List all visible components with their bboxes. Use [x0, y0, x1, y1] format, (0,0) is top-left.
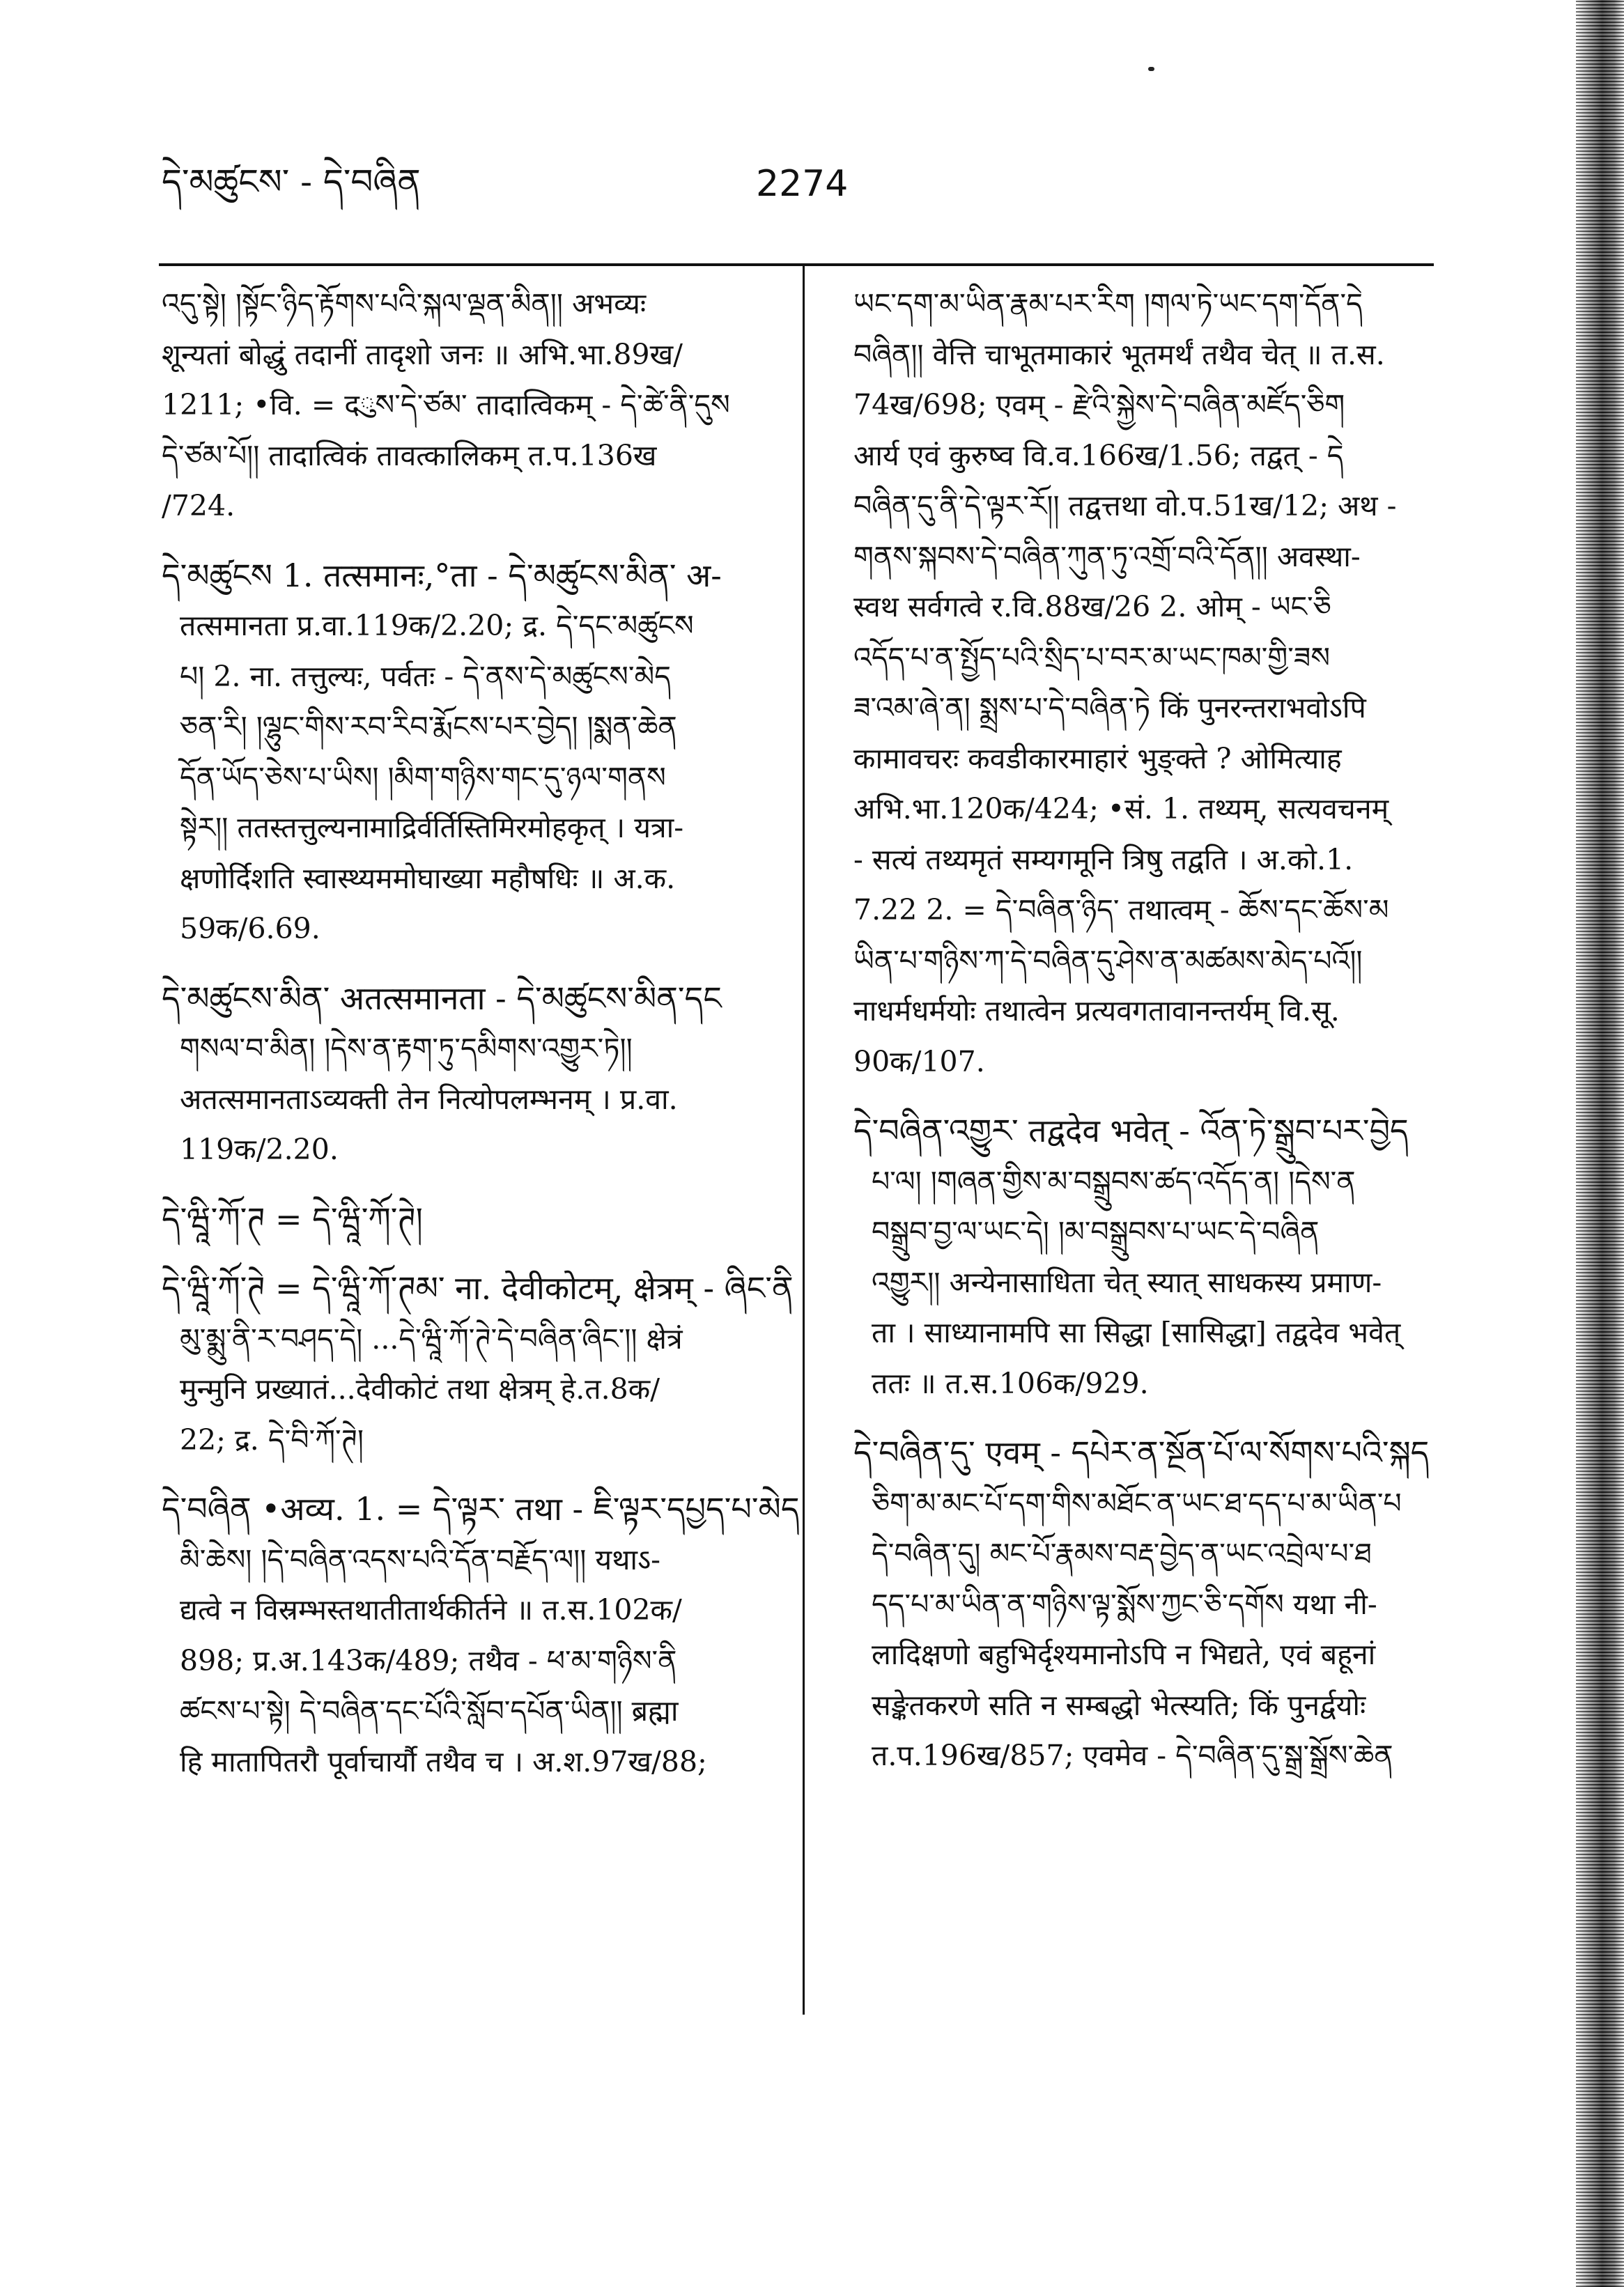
entry-line: པ་ལ། །གཞན་གྱིས་མ་བསྒྲུབས་ཚད་འདོད་ན། །དེས་ན — [872, 1164, 1356, 1198]
entry-line: པ། 2. ना. तत्तुल्यः, पर्वतः - དེ་ནས་དེ་མཚུངས་མེད — [180, 659, 671, 693]
entry-line: तत्समानता प्र.वा.119क/2.20; द्र. དེ་དང་མཚུངས — [180, 609, 694, 642]
entry-line: 119क/2.20. — [180, 1133, 339, 1166]
entry-line: आर्य एवं कुरुष्व वि.व.166ख/1.56; तद्वत् - དེ — [853, 438, 1344, 472]
book-spine-edge — [1576, 0, 1624, 2287]
entry-line: हि मातापितरौ पूर्वाचार्यौ तथैव च । अ.श.97ख/88; — [180, 1744, 707, 1778]
entry-line: མུ་མྨུ་ནི་ར་བཤད་དེ། ...དེ་ཝཱི་ཀོ་ཊེ་དེ་བཞིན་ཞིང་།། क्षेत्रं — [180, 1321, 683, 1356]
dictionary-entry — [853, 1427, 1439, 1781]
entry-line: བཞིན་དུ་ནི་དེ་ལྟར་རོ།། तद्वत्तथा वो.प.51ख/12; अथ - — [853, 489, 1397, 522]
entry-line: དེ་ཙམ་པོ།། तादात्विकं तावत्कालिकम् त.प.136ख — [162, 438, 657, 472]
entry-line: མི་ཆེས། །དེ་བཞིན་འདས་པའི་དོན་བརྗོད་ལ།། यथाऽ- — [180, 1542, 661, 1576]
entry-line: 1211; •वि. = दུས་དེ་ཙམ་ तादात्विकम् - དེ་ཚེ་ནི་དུས — [162, 388, 730, 421]
running-head: དེ་མཚུངས་ - དེ་བཞིན — [162, 162, 421, 202]
entry-line: 22; द्र. དེ་བི་ཀོ་ཊེ། — [180, 1422, 364, 1457]
dictionary-entry — [162, 1263, 794, 1465]
entry-headword-line: དེ་བཞིན་འགྱུར་ तद्वदेव भवेत् - འོན་ཏེ་སྒྲུབ་པར་བྱེད — [853, 1112, 1409, 1149]
entry-line: ཟ་འམ་ཞེ་ན། སྨྲས་པ་དེ་བཞིན་ཏེ किं पुनरन्तराभवोऽपि — [853, 691, 1366, 724]
entry-headword-line: དེ་མཚུངས་མིན་ अतत्समानता - དེ་མཚུངས་མིན་དང — [162, 979, 722, 1017]
entry-line: /724. — [162, 489, 235, 522]
entry-line: ཡང་དག་མ་ཡིན་རྣམ་པར་རིག །གལ་ཏེ་ཡང་དག་དོན་དེ — [853, 287, 1363, 320]
entry-line: 59क/6.69. — [180, 912, 320, 945]
entry-line: འདོད་པ་ན་སྤྱོད་པའི་སྲིད་པ་བར་མ་ཡང་ཁམ་གྱི་ཟས — [853, 640, 1331, 674]
entry-line: འདུ་སྟེ། །སྟོང་ཉིད་རྟོགས་པའི་སྐལ་ལྡན་མིན།། अभव्यः — [162, 287, 647, 320]
entry-headword-line: དེ་ཝཱི་ཀོ་ཊ = དེ་ཝཱི་ཀོ་ཊེ། — [162, 1200, 423, 1238]
right-column — [853, 279, 1439, 1800]
entry-line: ཡིན་པ་གཉིས་ཀ་དེ་བཞིན་དུ་ཤེས་ན་མཚམས་མེད་པའོ།། — [853, 943, 1363, 977]
entry-line: དེ་བཞིན་དུ། མང་པོ་རྣམས་བརྡ་བྱེད་ན་ཡང་འབྲེལ་པ་ཐ — [872, 1537, 1372, 1570]
entry-headword-line: དེ་བཞིན •अव्य. 1. = དེ་ལྟར་ तथा - ཇི་ལྟར་དཔྱད་པ་མེད — [162, 1490, 800, 1528]
entry-line: 90क/107. — [853, 1044, 985, 1078]
dictionary-entry — [853, 1106, 1439, 1409]
page-number: 2274 — [756, 163, 849, 205]
dictionary-entry — [162, 1194, 789, 1245]
entry-line: शून्यतां बोद्धुं तदानीं तादृशो जनः ॥ अभि.भा.89ख/ — [162, 337, 683, 371]
dictionary-entry — [162, 550, 789, 954]
entry-line: मुन्मुनि प्रख्यातं...देवीकोटं तथा क्षेत्रम् हे.त.8क/ — [180, 1372, 660, 1406]
entry-line: སྟེར།། ततस्तत्तुल्यनामाद्रिर्वर्तिस्तिमिरमोहकृत् । यत्रा- — [180, 811, 684, 844]
entry-line: कामावचरः कवडीकारमाहारं भुङ्क्ते ? ओमित्याह — [853, 741, 1342, 775]
entry-line: ता । साध्यानामपि सा सिद्धा [सासिद्धा] तद्वदेव भवेत् — [872, 1316, 1401, 1349]
entry-line: གསལ་བ་མིན། །དེས་ན་རྟག་ཏུ་དམིགས་འགྱུར་ཏེ།། — [180, 1032, 633, 1065]
entry-line: द्यत्वे न विस्रम्भस्तथातीतार्थकीर्तने ॥ त.स.102क/ — [180, 1593, 682, 1627]
entry-line: བཞིན།། वेत्ति चाभूतमाकारं भूतमर्थं तथैव चेत् ॥ त.स. — [853, 337, 1385, 371]
dictionary-entry — [162, 279, 789, 532]
entry-headword-line: དེ་ཝཱི་ཀོ་ཊེ = དེ་ཝཱི་ཀོ་ཊམ་ ना. देवीकोटम्, क्षेत्रम् - ཞིང་ནི — [162, 1269, 794, 1307]
left-column — [162, 279, 800, 1806]
column-divider — [803, 266, 805, 2015]
entry-line: त.प.196ख/857; एवमेव - དེ་བཞིན་དུ་སྒྲ་སྒྲོས་ཆེན — [872, 1739, 1393, 1772]
entry-line: 7.22 2. = དེ་བཞིན་ཉིད་ तथात्वम् - ཆོས་དང་ཆོས་མ — [853, 893, 1389, 927]
entry-line: 74ख/698; एवम् - རྫེའི་སྐྱེས་དེ་བཞིན་མཛོད་ཅིག — [853, 388, 1345, 421]
entry-line: अभि.भा.120क/424; •सं. 1. तथ्यम्, सत्यवचनम् — [853, 792, 1389, 825]
entry-line: འགྱུར།། अन्येनासाधिता चेत् स्यात् साधकस्य प्रमाण- — [872, 1265, 1382, 1299]
entry-line: लादिक्षणो बहुभिर्दृश्यमानोऽपि न भिद्यते, एवं बहूनां — [872, 1638, 1376, 1671]
entry-line: 898; प्र.अ.143क/489; तथैव - ཕ་མ་གཉིས་ནི — [180, 1643, 677, 1677]
scan-speck — [1148, 67, 1154, 71]
entry-headword-line: དེ་བཞིན་དུ་ एवम् - དཔེར་ན་སྔོན་པོ་ལ་སོགས་པའི་སྐད — [853, 1434, 1430, 1471]
entry-line: स्वथ सर्वगत्वे र.वि.88ख/26 2. ओम् - ཡང་ཅི — [853, 590, 1331, 623]
header-rule — [159, 263, 1434, 266]
entry-line: ཚངས་པ་སྟེ། དེ་བཞིན་དང་པོའི་སློབ་དཔོན་ཡིན།། ब्रह्मा — [180, 1694, 679, 1728]
entry-line: ततः ॥ त.स.106क/929. — [872, 1366, 1149, 1400]
entry-line: ཅན་རི། །ལྷུང་གིས་རབ་རིབ་རྨོངས་པར་བྱེད། །སྨན་ཆེན — [180, 710, 677, 743]
entry-line: ཅིག་མ་མང་པོ་དག་གིས་མཐོང་ན་ཡང་ཐ་དད་པ་མ་ཡིན་པ — [872, 1486, 1402, 1520]
dictionary-entry — [162, 973, 789, 1175]
entry-line: བསྒྲུབ་བྱ་ལ་ཡང་དེ། །མ་བསྒྲུབས་པ་ཡང་དེ་བཞིན — [872, 1215, 1320, 1248]
entry-line: - सत्यं तथ्यमृतं सम्यगमूनि त्रिषु तद्वति । अ.को.1. — [853, 842, 1354, 876]
entry-headword-line: དེ་མཚུངས 1. तत्समानः,°ता - དེ་མཚུངས་མིན་ अ- — [162, 556, 722, 594]
entry-line: གནས་སྐབས་དེ་བཞིན་ཀུན་ཏུ་འགྲོ་བའི་དོན།། अवस्था- — [853, 539, 1361, 573]
entry-line: དོན་ཡོད་ཅེས་པ་ཡིས། །མིག་གཉིས་གང་དུ་ཉལ་གནས — [180, 760, 666, 794]
entry-line: དད་པ་མ་ཡིན་ན་གཉིས་ལྟ་སྨོས་ཀྱང་ཅི་དགོས यथा नी- — [872, 1587, 1377, 1621]
dictionary-entry — [853, 279, 1439, 1087]
entry-line: क्षणोर्दिशति स्वास्थ्यममोघाख्या महौषधिः ॥ अ.क. — [180, 861, 676, 895]
entry-line: नाधर्मधर्मयोः तथात्वेन प्रत्यवगतावानन्तर्यम् वि.सू. — [853, 994, 1340, 1028]
entry-line: अतत्समानताऽव्यक्ती तेन नित्योपलम्भनम् । प्र.वा. — [180, 1082, 678, 1116]
entry-line: सङ्केतकरणे सति न सम्बद्धो भेत्स्यति; किं पुनर्द्वयोः — [872, 1688, 1366, 1722]
dictionary-entry — [162, 1484, 800, 1787]
